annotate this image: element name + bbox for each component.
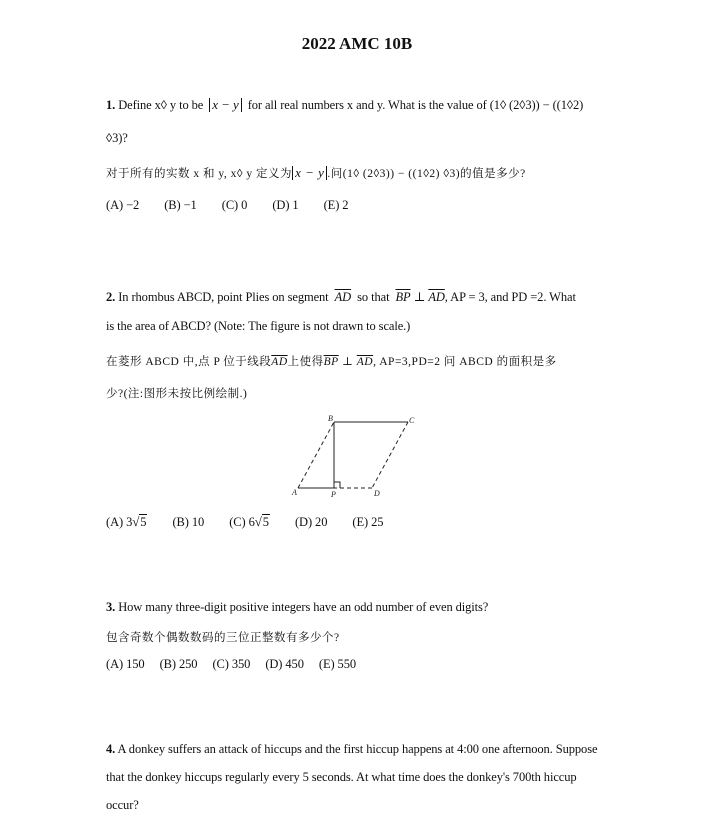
q2-text-b: so that [357,290,390,304]
q1-choice-a: (A) −2 [106,198,140,212]
figure-label-b: B [328,414,333,423]
q2-cn-segment-ad-2: $\overline{AD}$ [356,356,374,368]
q2-cn-perp-symbol: ⊥ [338,356,357,368]
q2-choice-c-radicand: 5 [262,515,269,529]
q2-cn-segment-bp: $\overline{BP}$ [323,356,339,368]
q1-line1 [106,98,583,113]
q3-chinese: 包含奇数个偶数数码的三位正整数有多少个? [106,632,340,644]
q3-choice-e: (E) 550 [318,657,357,671]
q1-choice-b: (B) −1 [164,198,197,212]
q1-chinese [106,165,526,181]
q2-segment-ad: $\overline{AD}$ [334,290,352,304]
q1-cn-b: .问(1◊ (2◊3)) − ((1◊2) ◊3)的值是多少? [327,168,526,180]
q3-choices [106,657,356,672]
q3-choice-b: (B) 250 [159,657,198,671]
q3-number: 3. [106,600,116,614]
q1-abs-expression: x − y [209,98,241,112]
q4-line3: occur? [106,798,139,812]
q2-choice-a [106,514,147,530]
q2-choice-a-radicand: 5 [140,515,147,529]
figure-right-angle-mark [334,482,340,488]
q1-text-b: for all real numbers x and y. What is the value of (1◊ (2◊3)) − ((1◊2) [247,98,584,112]
q1-choice-d: (D) 1 [272,198,299,212]
q1-number: 1. [106,98,116,112]
q3-choice-d: (D) 450 [265,657,304,671]
q2-chinese-line2: 少?(注:图形未按比例绘制.) [106,388,248,400]
rhombus-figure [290,412,430,502]
figure-label-d: D [374,489,380,498]
q2-number: 2. [106,290,116,304]
sqrt-symbol: √ [132,514,140,529]
q1-choice-c: (C) 0 [221,198,248,212]
q2-cn-a: 在菱形 ABCD 中,点 P 位于线段 [106,356,272,368]
q2-text-a: In rhombus ABCD, point Plies on segment [118,290,329,304]
q3-choice-c: (C) 350 [212,657,251,671]
q1-text-a: Define x◊ y to be [118,98,204,112]
q2-line1 [106,289,576,305]
q3-text: How many three-digit positive integers have an odd number of even digits? [118,600,489,614]
q1-choice-e: (E) 2 [323,198,349,212]
q1-cn-abs-expression: x − y [292,166,327,180]
q2-choice-a-coef: (A) 3 [106,515,133,529]
q2-line2: is the area of ABCD? (Note: The figure is not drawn to scale.) [106,319,411,333]
q2-choice-c-coef: (C) 6 [229,515,255,529]
q2-choice-d: (D) 20 [294,515,328,529]
q4-text-1: A donkey suffers an attack of hiccups and the first hiccup happens at 4:00 one afternoon. Suppose [117,742,598,756]
q1-cn-a: 对于所有的实数 x 和 y, x◊ y 定义为 [106,168,293,180]
q2-cn-b: 上使得 [287,356,324,368]
q3-line1 [106,600,488,615]
q2-segment-bp: $\overline{BP}$ [395,290,411,304]
q2-cn-segment-ad: $\overline{AD}$ [271,356,288,368]
q2-choice-c [229,514,270,530]
figure-label-p: P [331,490,336,499]
q2-chinese-line1 [106,353,557,369]
q4-number: 4. [106,742,116,756]
q2-perp-symbol: ⊥ [410,290,429,304]
q1-choices [106,198,370,213]
q4-line2: that the donkey hiccups regularly every 5 seconds. At what time does the donkey's 700th hiccup [106,770,577,784]
q1-line2: ◊3)? [106,131,128,145]
q3-choice-a: (A) 150 [106,657,145,671]
q2-choice-e: (E) 25 [352,515,384,529]
figure-label-a: A [292,488,297,497]
page-title: 2022 AMC 10B [301,34,413,53]
q2-choice-b: (B) 10 [172,515,205,529]
figure-side-cd [372,422,408,488]
q2-choices [106,514,383,530]
figure-label-c: C [409,416,415,425]
sqrt-symbol: √ [254,514,262,529]
q2-cn-c: , AP=3,PD=2 问 ABCD 的面积是多 [373,356,557,368]
q2-segment-ad-2: $\overline{AD}$ [428,290,445,304]
q2-text-c: , AP = 3, and PD =2. What [444,290,576,304]
q4-line1 [106,742,597,757]
figure-side-ab [298,422,334,488]
